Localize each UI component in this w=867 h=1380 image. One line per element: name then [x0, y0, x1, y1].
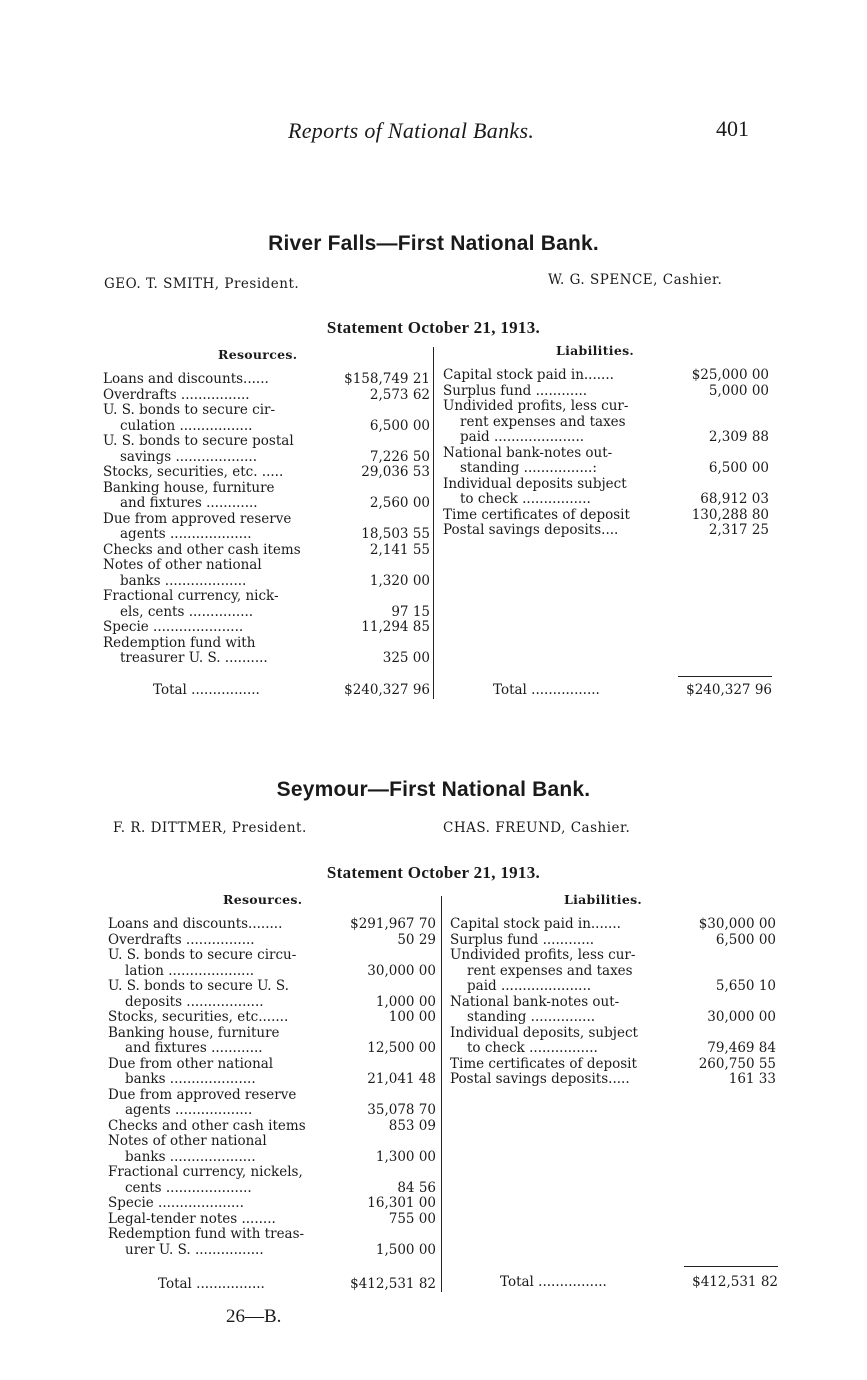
bank-title: Seymour—First National Bank.	[276, 778, 591, 801]
ledger-item	[450, 917, 776, 933]
item-label-line: Loans and discounts......	[103, 371, 269, 387]
item-amount: 325 00	[382, 650, 430, 666]
item-amount: 50 29	[397, 931, 436, 948]
item-label-line: Notes of other national	[108, 1133, 267, 1149]
item-label-line: Stocks, securities, etc. .....	[103, 464, 284, 480]
item-label-line: treasurer U. S. ..........	[120, 650, 268, 666]
item-label-line: Surplus fund ............	[450, 931, 595, 948]
total-amount: $412,531 82	[350, 1276, 436, 1292]
running-title: Reports of National Banks.	[288, 118, 535, 143]
ledger-item	[108, 1134, 436, 1165]
item-label	[108, 1026, 367, 1057]
item-label	[450, 1072, 729, 1088]
item-label	[450, 995, 707, 1026]
item-label-line: Due from approved reserve	[108, 1086, 297, 1103]
resources-total	[108, 1276, 436, 1292]
total-label: Total ................	[153, 682, 260, 698]
column-divider	[441, 896, 442, 1292]
item-label-line: standing ................:	[460, 460, 597, 476]
ledger-item	[108, 948, 436, 979]
item-label-line: rent expenses and taxes	[467, 962, 633, 979]
item-label-line: paid .....................	[467, 978, 592, 994]
item-amount: 1,500 00	[375, 1241, 436, 1258]
ledger-item	[108, 1088, 436, 1119]
item-label	[108, 1212, 389, 1228]
item-label-line: Due from approved reserve	[103, 510, 292, 527]
item-label-line: savings ...................	[120, 448, 258, 465]
total-amount: $240,327 96	[686, 682, 772, 698]
item-amount: 2,573 62	[369, 386, 430, 403]
item-label-line: Redemption fund with	[103, 634, 256, 651]
item-label	[108, 979, 376, 1010]
cashier-name: CHAS. FREUND, Cashier.	[443, 820, 631, 836]
item-label-line: Postal savings deposits....	[443, 522, 619, 538]
item-label-line: and fixtures ............	[125, 1040, 263, 1056]
item-label-line: Capital stock paid in.......	[450, 916, 621, 932]
item-label-line: culation .................	[120, 417, 253, 434]
item-amount: 5,650 10	[715, 978, 776, 994]
item-label-line: Surplus fund ............	[443, 382, 588, 399]
item-amount: 6,500 00	[708, 460, 769, 476]
item-label	[108, 1119, 389, 1135]
item-label-line: Time certificates of deposit	[450, 1055, 637, 1072]
ledger-item	[108, 1165, 436, 1196]
item-amount: 755 00	[388, 1210, 436, 1227]
item-label-line: U. S. bonds to secure U. S.	[108, 978, 289, 994]
item-label-line: standing ...............	[467, 1009, 596, 1025]
item-amount: $25,000 00	[691, 367, 769, 383]
item-label-line: Stocks, securities, etc.......	[108, 1009, 289, 1025]
item-label-line: banks ....................	[125, 1148, 256, 1165]
item-label-line: Fractional currency, nickels,	[108, 1164, 303, 1180]
item-amount: 260,750 55	[698, 1055, 776, 1072]
total-amount: $412,531 82	[692, 1274, 778, 1290]
ledger-item	[108, 1227, 436, 1258]
item-amount: 6,500 00	[369, 417, 430, 434]
item-amount: 5,000 00	[708, 382, 769, 399]
ledger-item	[108, 1057, 436, 1088]
item-label	[450, 933, 716, 949]
item-label-line: Overdrafts ................	[108, 931, 255, 948]
signature-mark: 26—B.	[226, 1306, 282, 1327]
item-amount: 29,036 53	[361, 464, 430, 480]
item-amount: 35,078 70	[367, 1102, 436, 1118]
item-amount: 130,288 80	[691, 506, 769, 523]
item-amount: 79,469 84	[707, 1040, 776, 1056]
item-label	[108, 1196, 367, 1212]
item-label-line: els, cents ...............	[120, 603, 254, 620]
item-label-line: Fractional currency, nick-	[103, 588, 279, 604]
liabilities-heading: Liabilities.	[564, 892, 643, 907]
item-label-line: Specie .....................	[103, 619, 244, 635]
ledger-item	[108, 933, 436, 949]
item-label-line: Postal savings deposits.....	[450, 1071, 630, 1087]
item-amount: 2,317 25	[708, 522, 769, 538]
ledger-item	[450, 1026, 776, 1057]
item-label-line: banks ...................	[120, 572, 247, 589]
item-amount: 853 09	[388, 1117, 436, 1134]
item-label-line: Individual deposits subject	[443, 475, 627, 492]
item-amount: 21,041 48	[367, 1071, 436, 1087]
liabilities-heading: Liabilities.	[556, 343, 635, 358]
ledger-item	[108, 1196, 436, 1212]
page-number: 401	[716, 116, 749, 141]
item-label-line: urer U. S. ................	[125, 1241, 264, 1258]
ledger-item	[108, 917, 436, 933]
resources-heading: Resources.	[218, 347, 298, 362]
item-label-line: agents ..................	[125, 1102, 253, 1118]
liabilities-total-rule	[684, 1266, 778, 1267]
total-label: Total ................	[493, 682, 600, 698]
item-label-line: Specie ....................	[108, 1195, 244, 1211]
item-amount: 97 15	[391, 603, 430, 620]
resources-heading: Resources.	[223, 892, 303, 907]
total-amount: $240,327 96	[344, 682, 430, 698]
item-label	[450, 1026, 707, 1057]
item-label-line: National bank-notes out-	[450, 993, 620, 1010]
ledger-item	[108, 1119, 436, 1135]
item-amount: 30,000 00	[367, 962, 436, 979]
item-label-line: Due from other national	[108, 1055, 274, 1072]
item-amount: 6,500 00	[715, 931, 776, 948]
item-amount: $158,749 21	[344, 371, 430, 387]
item-amount: 2,309 88	[708, 429, 769, 445]
item-label-line: U. S. bonds to secure postal	[103, 433, 294, 449]
item-label-line: cents ....................	[125, 1179, 252, 1196]
item-label-line: Overdrafts ................	[103, 386, 250, 403]
item-amount: 2,560 00	[369, 495, 430, 511]
item-amount: 161 33	[728, 1071, 776, 1087]
cashier-name: W. G. SPENCE, Cashier.	[548, 272, 723, 288]
item-amount: 68,912 03	[700, 491, 769, 507]
liabilities-total	[450, 1274, 778, 1290]
item-label	[450, 917, 699, 933]
item-amount: $30,000 00	[698, 916, 776, 932]
item-label-line: to check ................	[460, 491, 591, 507]
ledger-item	[450, 933, 776, 949]
bank-title: River Falls—First National Bank.	[268, 232, 599, 255]
item-label-line: National bank-notes out-	[443, 444, 613, 461]
item-label	[108, 1134, 376, 1165]
item-amount: 18,503 55	[361, 526, 430, 542]
item-label	[450, 948, 716, 995]
ledger-item	[108, 979, 436, 1010]
statement-date: Statement October 21, 1913.	[326, 318, 541, 337]
total-label: Total ................	[158, 1276, 265, 1292]
item-amount: 11,294 85	[361, 619, 430, 635]
ledger-item	[108, 1212, 436, 1228]
item-amount: 7,226 50	[369, 448, 430, 465]
item-amount: 1,320 00	[369, 572, 430, 589]
item-label-line: Redemption fund with treas-	[108, 1226, 305, 1242]
item-label-line: Banking house, furniture	[103, 479, 275, 496]
item-amount: 16,301 00	[367, 1195, 436, 1211]
item-label	[108, 1010, 389, 1026]
item-label-line: to check ................	[467, 1040, 598, 1056]
item-label-line: Undivided profits, less cur-	[443, 398, 629, 414]
item-label-line: Checks and other cash items	[103, 541, 301, 558]
item-label-line: Undivided profits, less cur-	[450, 947, 636, 963]
item-label-line: banks ....................	[125, 1071, 256, 1087]
statement-date: Statement October 21, 1913.	[326, 863, 541, 882]
item-label-line: rent expenses and taxes	[460, 413, 626, 430]
item-label-line: Notes of other national	[103, 557, 262, 573]
ledger-item	[108, 1010, 436, 1026]
item-label-line: lation ....................	[125, 962, 255, 979]
total-label: Total ................	[500, 1274, 607, 1290]
ledger-item	[108, 1026, 436, 1057]
item-label	[108, 1165, 397, 1196]
item-label-line: paid .....................	[460, 429, 585, 445]
liabilities-column	[450, 917, 776, 1088]
item-label-line: Checks and other cash items	[108, 1117, 306, 1134]
item-label	[108, 1057, 367, 1088]
item-amount: 84 56	[397, 1179, 436, 1196]
item-label-line: Loans and discounts........	[108, 916, 283, 932]
item-label-line: Capital stock paid in.......	[443, 367, 614, 383]
item-amount: 12,500 00	[367, 1040, 436, 1056]
item-label-line: Banking house, furniture	[108, 1024, 280, 1041]
ledger-item	[450, 995, 776, 1026]
item-label-line: Legal-tender notes ........	[108, 1210, 276, 1227]
ledger-item	[450, 1072, 776, 1088]
item-label	[450, 1057, 699, 1073]
item-label	[108, 1088, 367, 1119]
item-label-line: Time certificates of deposit	[443, 506, 630, 523]
item-amount: 30,000 00	[707, 1009, 776, 1025]
item-amount: 1,300 00	[375, 1148, 436, 1165]
item-amount: 1,000 00	[375, 993, 436, 1010]
item-label	[108, 917, 350, 933]
item-label-line: deposits ..................	[125, 993, 264, 1010]
president-name: GEO. T. SMITH, President.	[104, 276, 300, 292]
item-label	[108, 933, 397, 949]
ledger-item	[450, 1057, 776, 1073]
item-amount: $291,967 70	[350, 916, 436, 932]
item-label-line: U. S. bonds to secure circu-	[108, 947, 297, 963]
item-label	[108, 1227, 376, 1258]
item-label-line: U. S. bonds to secure cir-	[103, 402, 276, 418]
president-name: F. R. DITTMER, President.	[113, 820, 307, 836]
item-amount: 100 00	[388, 1009, 436, 1025]
item-label-line: Individual deposits, subject	[450, 1024, 638, 1041]
item-label-line: and fixtures ............	[120, 495, 258, 511]
item-label-line: agents ...................	[120, 526, 252, 542]
ledger-item	[450, 948, 776, 995]
resources-column	[108, 917, 436, 1258]
item-amount: 2,141 55	[369, 541, 430, 558]
item-label	[108, 948, 367, 979]
